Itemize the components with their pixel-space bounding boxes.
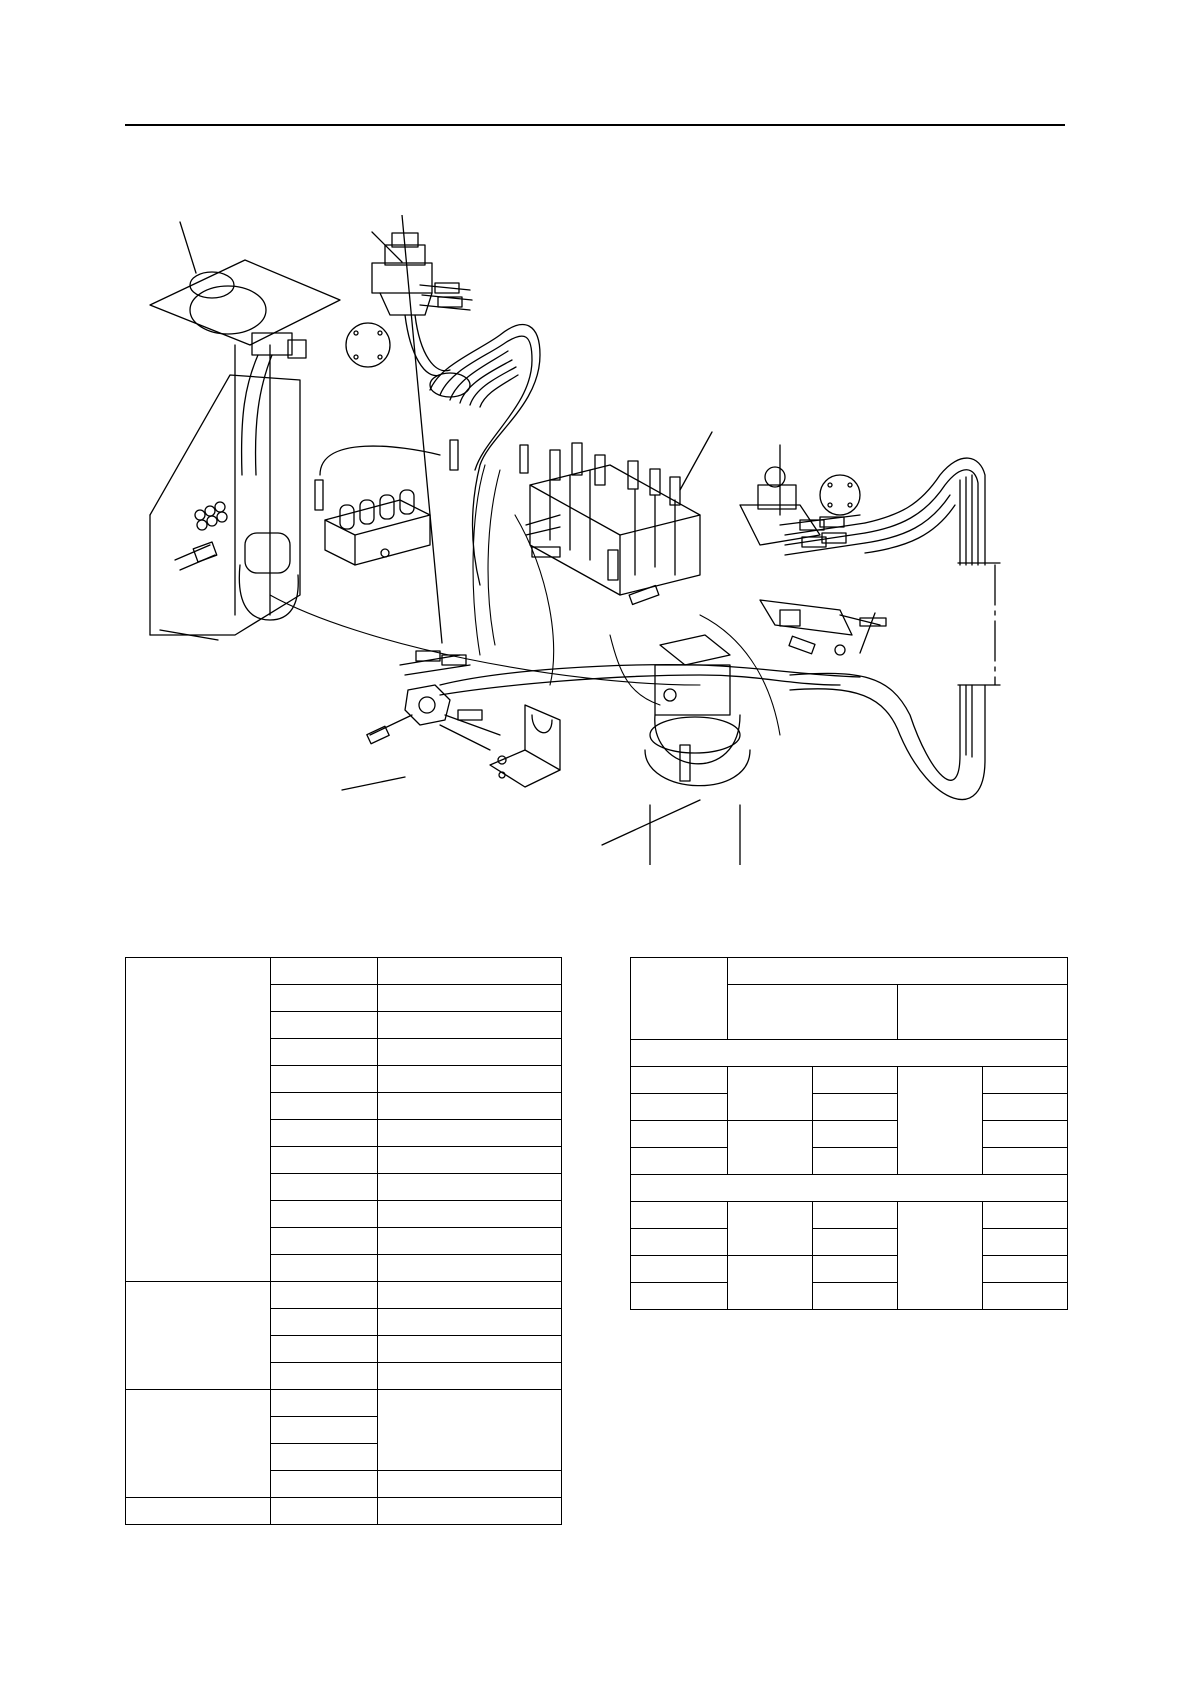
table-cell	[813, 1229, 898, 1256]
table-cell	[271, 1471, 378, 1498]
table-cell	[813, 1202, 898, 1229]
table-cell	[631, 1229, 728, 1256]
table-cell	[378, 1390, 562, 1471]
table-cell	[983, 1094, 1068, 1121]
table-cell	[813, 1094, 898, 1121]
hose-bundle-right	[790, 458, 1000, 799]
table-cell	[378, 1147, 562, 1174]
parts-table-right	[630, 957, 1068, 1310]
parts-table-left	[125, 957, 562, 1525]
table-cell	[728, 985, 898, 1040]
table-cell	[271, 1201, 378, 1228]
table-cell	[271, 1228, 378, 1255]
table-cell	[378, 1282, 562, 1309]
table-cell	[898, 1067, 983, 1175]
table-cell	[631, 1202, 728, 1229]
table-cell	[271, 958, 378, 985]
table-cell	[378, 1120, 562, 1147]
table-cell	[271, 1093, 378, 1120]
header-rule	[125, 124, 1065, 126]
table-cell	[271, 1039, 378, 1066]
table-cell	[126, 1282, 271, 1390]
table-cell	[813, 1067, 898, 1094]
table-cell	[271, 1282, 378, 1309]
table-cell	[728, 958, 1068, 985]
leader-lines	[160, 215, 875, 845]
table-cell	[728, 1067, 813, 1121]
table-cell	[813, 1256, 898, 1283]
table-cell	[271, 1363, 378, 1390]
table-cell	[378, 1336, 562, 1363]
table-cell	[378, 1228, 562, 1255]
pilot-valve-left	[346, 233, 472, 376]
table-cell	[983, 1283, 1068, 1310]
table-cell	[631, 1121, 728, 1148]
table-cell	[983, 1256, 1068, 1283]
accumulator	[645, 635, 750, 865]
table-cell	[728, 1202, 813, 1256]
table-cell	[378, 1471, 562, 1498]
table-cell	[378, 1363, 562, 1390]
table-cell	[898, 1202, 983, 1310]
table-cell	[378, 1066, 562, 1093]
table-cell	[271, 1390, 378, 1417]
table-cell	[983, 1067, 1068, 1094]
table-cell	[271, 1120, 378, 1147]
swivel-joint	[367, 651, 860, 750]
table-cell	[378, 1174, 562, 1201]
hose-bundle-upper	[430, 325, 540, 585]
tank-fittings	[175, 502, 227, 570]
table-cell	[271, 1417, 378, 1444]
table-cell	[378, 1498, 562, 1525]
table-cell	[983, 1148, 1068, 1175]
table-cell	[271, 1444, 378, 1471]
table-cell	[813, 1283, 898, 1310]
table-cell	[271, 985, 378, 1012]
table-cell	[271, 1255, 378, 1282]
table-cell	[983, 1202, 1068, 1229]
table-cell	[271, 1174, 378, 1201]
table-cell	[728, 1121, 813, 1175]
table-cell	[631, 1094, 728, 1121]
table-cell	[378, 1039, 562, 1066]
table-cell	[126, 1498, 271, 1525]
table-cell	[271, 1066, 378, 1093]
table-cell	[813, 1148, 898, 1175]
table-cell	[271, 1498, 378, 1525]
table-cell	[126, 1390, 271, 1498]
right-fittings	[760, 600, 886, 655]
table-cell	[378, 1255, 562, 1282]
table-cell	[983, 1229, 1068, 1256]
table-cell	[271, 1336, 378, 1363]
table-cell	[983, 1121, 1068, 1148]
hydraulic-tank	[150, 260, 340, 635]
table-cell	[631, 1175, 1068, 1202]
hydraulic-piping-illustration	[140, 215, 1080, 865]
table-cell	[271, 1309, 378, 1336]
pilot-valve-right	[740, 467, 865, 555]
table-cell	[378, 1093, 562, 1120]
table-cell	[813, 1121, 898, 1148]
table-cell	[898, 985, 1068, 1040]
table-cell	[378, 1201, 562, 1228]
control-valve	[520, 443, 700, 604]
table-cell	[378, 1012, 562, 1039]
table-cell	[378, 958, 562, 985]
table-cell	[126, 958, 271, 1282]
table-cell	[631, 1256, 728, 1283]
table-cell	[631, 958, 728, 1040]
bracket	[490, 705, 560, 787]
table-cell	[271, 1012, 378, 1039]
table-cell	[728, 1256, 813, 1310]
solenoid-valve	[315, 440, 458, 565]
table-cell	[378, 1309, 562, 1336]
table-cell	[631, 1148, 728, 1175]
table-cell	[378, 985, 562, 1012]
table-cell	[631, 1040, 1068, 1067]
table-cell	[631, 1283, 728, 1310]
table-cell	[631, 1067, 728, 1094]
table-cell	[271, 1147, 378, 1174]
